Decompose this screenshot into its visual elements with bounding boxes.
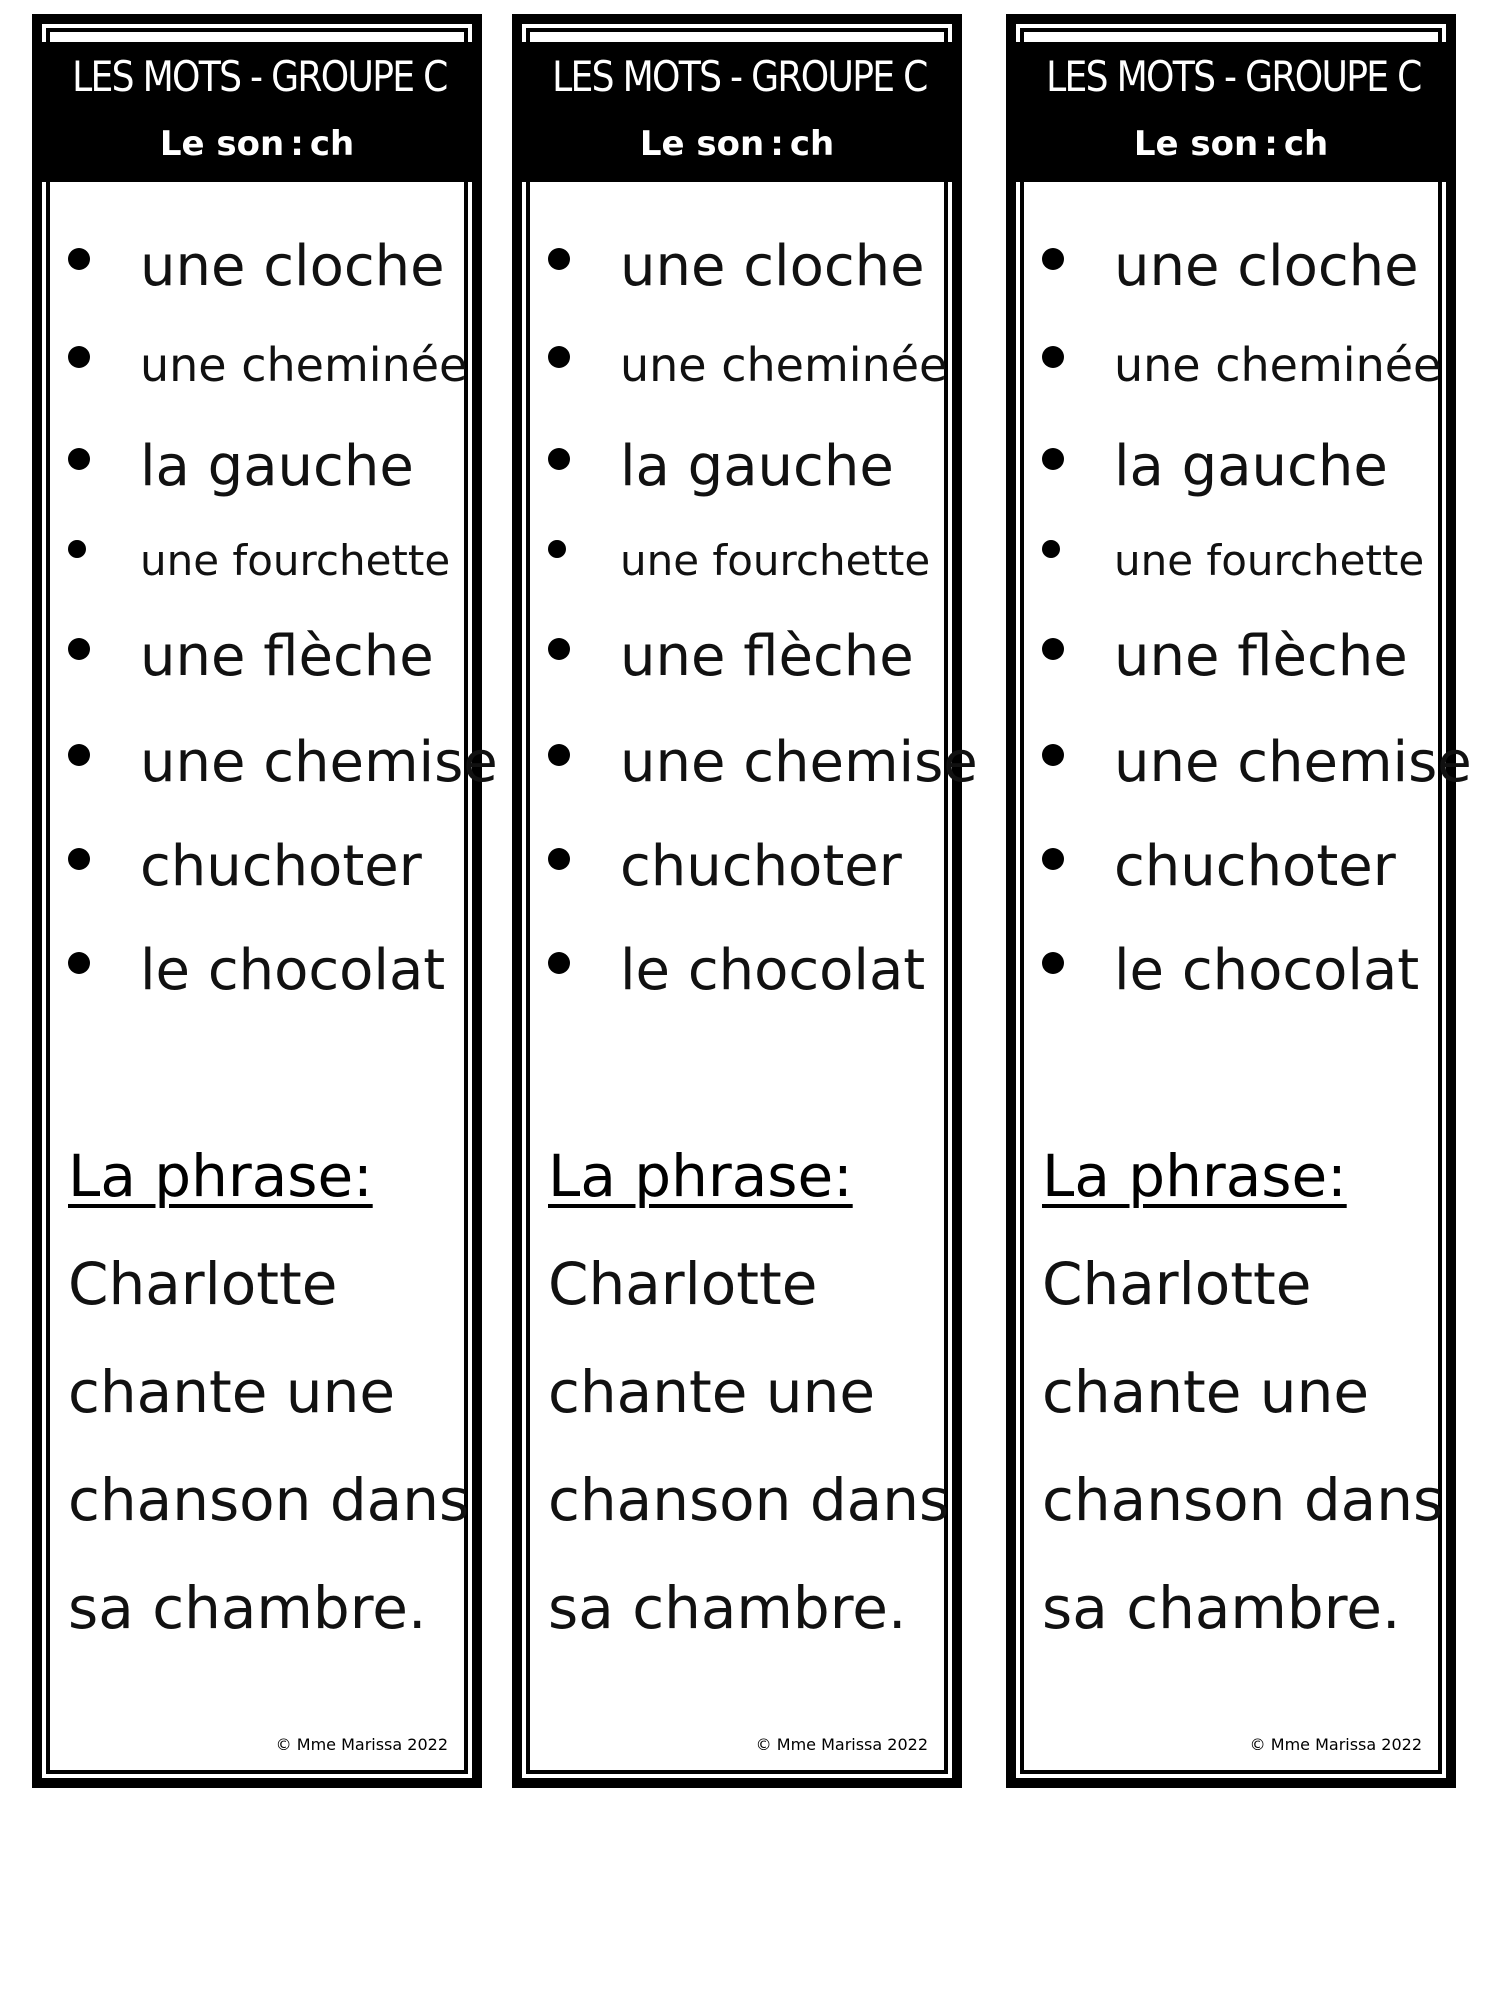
word-text: le chocolat — [1114, 938, 1420, 1003]
phrase-line: chante une — [68, 1358, 396, 1426]
bullet-icon — [1042, 952, 1064, 974]
list-item — [546, 730, 978, 800]
list-item — [66, 234, 460, 304]
subtitle-sound: ch — [789, 124, 835, 164]
copyright: © Mme Marissa 2022 — [1249, 1735, 1422, 1754]
list-item — [66, 834, 460, 904]
card-title: LES MOTS - GROUPE C — [552, 52, 927, 101]
card-title: LES MOTS - GROUPE C — [1046, 52, 1421, 101]
list-item — [546, 434, 940, 504]
phrase-label: La phrase: — [68, 1142, 373, 1210]
list-item — [66, 624, 460, 694]
list-item — [1040, 624, 1434, 694]
card-inner-border — [1020, 28, 1472, 1774]
subtitle-prefix: Le son — [159, 124, 285, 164]
phrase-line: chanson dans — [68, 1466, 470, 1534]
list-item — [1040, 730, 1472, 800]
phrase-line: chante une — [1042, 1358, 1370, 1426]
phrase-line: sa chambre. — [1042, 1574, 1401, 1642]
word-text: une fourchette — [620, 536, 931, 585]
list-item — [1040, 234, 1434, 304]
word-text: le chocolat — [140, 938, 446, 1003]
phrase-line: sa chambre. — [68, 1574, 427, 1642]
phrase-label: La phrase: — [548, 1142, 853, 1210]
list-item — [66, 434, 460, 504]
copyright: © Mme Marissa 2022 — [275, 1735, 448, 1754]
card-subtitle — [1016, 124, 1446, 164]
subtitle-colon: : — [1264, 124, 1278, 164]
bullet-icon — [68, 346, 90, 368]
bullet-icon — [68, 744, 90, 766]
list-item — [546, 338, 948, 398]
bullet-icon — [548, 638, 570, 660]
list-item — [546, 234, 940, 304]
list-item — [546, 834, 940, 904]
bullet-icon — [68, 248, 90, 270]
list-item — [1040, 938, 1434, 1008]
phrase-line: chante une — [548, 1358, 876, 1426]
word-text: une chemise — [140, 730, 498, 795]
phrase-line: Charlotte — [548, 1250, 818, 1318]
word-text: la gauche — [1114, 434, 1388, 499]
word-card-2 — [512, 14, 978, 1788]
bullet-icon — [1042, 540, 1060, 558]
word-text: chuchoter — [620, 834, 902, 899]
card-subtitle — [42, 124, 472, 164]
bullet-icon — [548, 540, 566, 558]
word-text: une fourchette — [1114, 536, 1425, 585]
word-card-3 — [1006, 14, 1472, 1788]
card-header — [522, 42, 952, 182]
word-card-1 — [32, 14, 498, 1788]
list-item — [66, 730, 498, 800]
word-text: la gauche — [620, 434, 894, 499]
word-text: une cheminée — [620, 338, 948, 392]
bullet-icon — [68, 540, 86, 558]
bullet-icon — [68, 848, 90, 870]
copyright: © Mme Marissa 2022 — [755, 1735, 928, 1754]
word-text: une cloche — [620, 234, 925, 299]
word-text: chuchoter — [140, 834, 422, 899]
subtitle-prefix: Le son — [1133, 124, 1259, 164]
bullet-icon — [548, 248, 570, 270]
card-inner-border — [526, 28, 978, 1774]
bullet-icon — [1042, 744, 1064, 766]
bullet-icon — [1042, 346, 1064, 368]
word-text: une flèche — [620, 624, 914, 689]
word-text: une cloche — [140, 234, 445, 299]
phrase-label: La phrase: — [1042, 1142, 1347, 1210]
list-item — [1040, 338, 1442, 398]
bullet-icon — [68, 952, 90, 974]
word-text: chuchoter — [1114, 834, 1396, 899]
phrase-line: sa chambre. — [548, 1574, 907, 1642]
phrase-line: Charlotte — [1042, 1250, 1312, 1318]
word-text: une fourchette — [140, 536, 451, 585]
word-text: une flèche — [140, 624, 434, 689]
word-text: une cheminée — [140, 338, 468, 392]
list-item — [546, 536, 940, 592]
word-text: une cloche — [1114, 234, 1419, 299]
bullet-icon — [548, 744, 570, 766]
card-subtitle — [522, 124, 952, 164]
card-inner-border — [46, 28, 498, 1774]
word-text: une chemise — [1114, 730, 1472, 795]
word-text: une cheminée — [1114, 338, 1442, 392]
phrase-line: chanson dans — [548, 1466, 950, 1534]
card-title: LES MOTS - GROUPE C — [72, 52, 447, 101]
word-text: la gauche — [140, 434, 414, 499]
list-item — [66, 338, 468, 398]
bullet-icon — [548, 346, 570, 368]
bullet-icon — [1042, 448, 1064, 470]
bullet-icon — [1042, 848, 1064, 870]
card-header — [1016, 42, 1446, 182]
card-header — [42, 42, 472, 182]
list-item — [546, 624, 940, 694]
list-item — [1040, 536, 1434, 592]
bullet-icon — [68, 638, 90, 660]
subtitle-sound: ch — [1283, 124, 1329, 164]
subtitle-colon: : — [290, 124, 304, 164]
bullet-icon — [1042, 638, 1064, 660]
list-item — [1040, 834, 1434, 904]
phrase-line: chanson dans — [1042, 1466, 1444, 1534]
word-text: le chocolat — [620, 938, 926, 1003]
bullet-icon — [548, 448, 570, 470]
word-text: une chemise — [620, 730, 978, 795]
list-item — [66, 536, 460, 592]
bullet-icon — [548, 952, 570, 974]
bullet-icon — [68, 448, 90, 470]
subtitle-sound: ch — [309, 124, 355, 164]
subtitle-colon: : — [770, 124, 784, 164]
word-text: une flèche — [1114, 624, 1408, 689]
phrase-line: Charlotte — [68, 1250, 338, 1318]
subtitle-prefix: Le son — [639, 124, 765, 164]
bullet-icon — [1042, 248, 1064, 270]
list-item — [1040, 434, 1434, 504]
list-item — [546, 938, 940, 1008]
bullet-icon — [548, 848, 570, 870]
list-item — [66, 938, 460, 1008]
